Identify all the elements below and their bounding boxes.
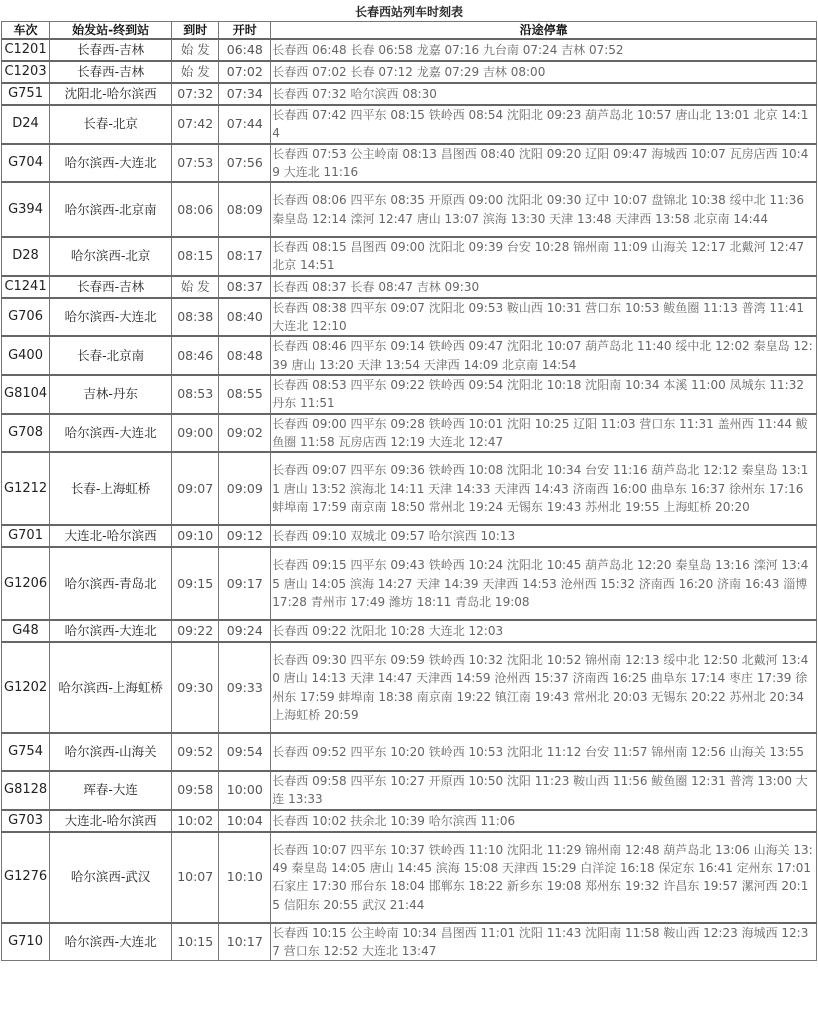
train-code: G706 xyxy=(2,298,50,337)
train-code: G8104 xyxy=(2,375,50,414)
arrive-time: 08:38 xyxy=(172,298,219,337)
arrive-time: 09:07 xyxy=(172,452,219,525)
stops: 长春西 08:15 昌图西 09:00 沈阳北 09:39 台安 10:28 锦州南 11:09 山海关 12:17 北戴河 12:47 北京 14:51 xyxy=(271,237,817,276)
depart-time: 07:44 xyxy=(219,105,271,144)
arrive-time: 始 发 xyxy=(172,39,219,61)
table-row xyxy=(2,642,817,733)
arrive-time: 09:10 xyxy=(172,525,219,547)
route: 哈尔滨西-大连北 xyxy=(50,414,172,453)
route: 哈尔滨西-大连北 xyxy=(50,144,172,183)
train-code: D24 xyxy=(2,105,50,144)
header-stops: 沿途停靠 xyxy=(271,22,817,40)
table-row xyxy=(2,276,817,298)
stops: 长春西 08:06 四平东 08:35 开原西 09:00 沈阳北 09:30 辽中 10:07 盘锦北 10:38 绥中北 11:36 秦皇岛 12:14 滦河 12:47 唐山 13:07 滨海 13:30 天津 13:48 天津西 13:58 北京南 14:44 xyxy=(271,182,817,237)
depart-time: 09:09 xyxy=(219,452,271,525)
depart-time: 08:09 xyxy=(219,182,271,237)
train-code: G754 xyxy=(2,733,50,771)
header-route: 始发站-终到站 xyxy=(50,22,172,40)
arrive-time: 08:06 xyxy=(172,182,219,237)
depart-time: 08:37 xyxy=(219,276,271,298)
stops: 长春西 09:15 四平东 09:43 铁岭西 10:24 沈阳北 10:45 葫芦岛北 12:20 秦皇岛 13:16 滦河 13:45 唐山 14:05 滨海 14:27 天津 14:39 天津西 14:53 沧州西 15:32 济南西 16:20 济南 16:43 淄博 17:28 青州市 17:49 潍坊 18:11 青岛北 19:08 xyxy=(271,547,817,620)
depart-time: 09:12 xyxy=(219,525,271,547)
header-train-code: 车次 xyxy=(2,22,50,40)
train-code: G1276 xyxy=(2,832,50,923)
stops: 长春西 07:53 公主岭南 08:13 昌图西 08:40 沈阳 09:20 辽阳 09:47 海城西 10:07 瓦房店西 10:49 大连北 11:16 xyxy=(271,144,817,183)
table-row xyxy=(2,61,817,83)
table-row xyxy=(2,733,817,771)
depart-time: 09:54 xyxy=(219,733,271,771)
table-row xyxy=(2,237,817,276)
route: 哈尔滨西-武汉 xyxy=(50,832,172,923)
arrive-time: 09:00 xyxy=(172,414,219,453)
depart-time: 07:02 xyxy=(219,61,271,83)
arrive-time: 07:53 xyxy=(172,144,219,183)
arrive-time: 07:42 xyxy=(172,105,219,144)
table-row xyxy=(2,923,817,961)
depart-time: 10:00 xyxy=(219,771,271,810)
depart-time: 07:56 xyxy=(219,144,271,183)
depart-time: 06:48 xyxy=(219,39,271,61)
table-row xyxy=(2,336,817,375)
stops: 长春西 08:38 四平东 09:07 沈阳北 09:53 鞍山西 10:31 营口东 10:53 鲅鱼圈 11:13 普湾 11:41 大连北 12:10 xyxy=(271,298,817,337)
arrive-time: 09:58 xyxy=(172,771,219,810)
depart-time: 09:02 xyxy=(219,414,271,453)
stops: 长春西 09:22 沈阳北 10:28 大连北 12:03 xyxy=(271,620,817,642)
table-row xyxy=(2,810,817,832)
train-code: G1202 xyxy=(2,642,50,733)
train-code: C1241 xyxy=(2,276,50,298)
table-row xyxy=(2,525,817,547)
depart-time: 10:17 xyxy=(219,923,271,961)
table-row xyxy=(2,105,817,144)
train-code: G751 xyxy=(2,83,50,105)
depart-time: 09:17 xyxy=(219,547,271,620)
depart-time: 09:24 xyxy=(219,620,271,642)
table-row xyxy=(2,832,817,923)
arrive-time: 08:46 xyxy=(172,336,219,375)
route: 长春西-吉林 xyxy=(50,61,172,83)
train-code: G400 xyxy=(2,336,50,375)
route: 哈尔滨西-北京 xyxy=(50,237,172,276)
table-row xyxy=(2,144,817,183)
stops: 长春西 10:02 扶余北 10:39 哈尔滨西 11:06 xyxy=(271,810,817,832)
header-arrive: 到时 xyxy=(172,22,219,40)
stops: 长春西 08:37 长春 08:47 吉林 09:30 xyxy=(271,276,817,298)
table-row xyxy=(2,547,817,620)
arrive-time: 08:53 xyxy=(172,375,219,414)
table-row xyxy=(2,771,817,810)
route: 大连北-哈尔滨西 xyxy=(50,810,172,832)
train-code: C1201 xyxy=(2,39,50,61)
route: 哈尔滨西-上海虹桥 xyxy=(50,642,172,733)
stops: 长春西 07:42 四平东 08:15 铁岭西 08:54 沈阳北 09:23 葫芦岛北 10:57 唐山北 13:01 北京 14:14 xyxy=(271,105,817,144)
arrive-time: 始 发 xyxy=(172,61,219,83)
header-row xyxy=(2,22,817,40)
route: 哈尔滨西-大连北 xyxy=(50,620,172,642)
arrive-time: 07:32 xyxy=(172,83,219,105)
train-code: G708 xyxy=(2,414,50,453)
train-code: G8128 xyxy=(2,771,50,810)
stops: 长春西 07:32 哈尔滨西 08:30 xyxy=(271,83,817,105)
depart-time: 08:17 xyxy=(219,237,271,276)
route: 长春-上海虹桥 xyxy=(50,452,172,525)
stops: 长春西 07:02 长春 07:12 龙嘉 07:29 吉林 08:00 xyxy=(271,61,817,83)
route: 长春西-吉林 xyxy=(50,276,172,298)
table-row xyxy=(2,298,817,337)
stops: 长春西 10:07 四平东 10:37 铁岭西 11:10 沈阳北 11:29 锦州南 12:48 葫芦岛北 13:06 山海关 13:49 秦皇岛 14:05 唐山 14:45 滨海 15:08 天津西 15:29 白洋淀 16:18 保定东 16:41 定州东 17:01 石家庄 17:30 邢台东 18:04 邯郸东 18:22 新乡东 19:08 郑州东 19:32 许昌东 19:57 漯河西 20:15 信阳东 20:55 武汉 21:44 xyxy=(271,832,817,923)
route: 哈尔滨西-山海关 xyxy=(50,733,172,771)
route: 吉林-丹东 xyxy=(50,375,172,414)
route: 长春西-吉林 xyxy=(50,39,172,61)
stops: 长春西 09:00 四平东 09:28 铁岭西 10:01 沈阳 10:25 辽阳 11:03 营口东 11:31 盖州西 11:44 鲅鱼圈 11:58 瓦房店西 12:19 大连北 12:47 xyxy=(271,414,817,453)
page-title: 长春西站列车时刻表 xyxy=(354,5,463,19)
stops: 长春西 08:53 四平东 09:22 铁岭西 09:54 沈阳北 10:18 沈阳南 10:34 本溪 11:00 凤城东 11:32 丹东 11:51 xyxy=(271,375,817,414)
train-code: D28 xyxy=(2,237,50,276)
arrive-time: 10:02 xyxy=(172,810,219,832)
table-row xyxy=(2,83,817,105)
depart-time: 08:40 xyxy=(219,298,271,337)
train-code: G1212 xyxy=(2,452,50,525)
stops: 长春西 10:15 公主岭南 10:34 昌图西 11:01 沈阳 11:43 沈阳南 11:58 鞍山西 12:23 海城西 12:37 营口东 12:52 大连北 13:47 xyxy=(271,923,817,961)
stops: 长春西 08:46 四平东 09:14 铁岭西 09:47 沈阳北 10:07 葫芦岛北 11:40 绥中北 12:02 秦皇岛 12:39 唐山 13:20 天津 13:54 天津西 14:09 北京南 14:54 xyxy=(271,336,817,375)
train-code: G48 xyxy=(2,620,50,642)
stops: 长春西 06:48 长春 06:58 龙嘉 07:16 九台南 07:24 吉林 07:52 xyxy=(271,39,817,61)
arrive-time: 09:22 xyxy=(172,620,219,642)
route: 哈尔滨西-青岛北 xyxy=(50,547,172,620)
table-row xyxy=(2,375,817,414)
header-depart: 开时 xyxy=(219,22,271,40)
table-row xyxy=(2,39,817,61)
table-row xyxy=(2,452,817,525)
arrive-time: 09:52 xyxy=(172,733,219,771)
route: 哈尔滨西-北京南 xyxy=(50,182,172,237)
arrive-time: 08:15 xyxy=(172,237,219,276)
depart-time: 09:33 xyxy=(219,642,271,733)
route: 长春-北京 xyxy=(50,105,172,144)
arrive-time: 10:07 xyxy=(172,832,219,923)
stops: 长春西 09:07 四平东 09:36 铁岭西 10:08 沈阳北 10:34 台安 11:16 葫芦岛北 12:12 秦皇岛 13:11 唐山 13:52 滨海北 14:11 天津 14:33 天津西 14:43 济南西 16:00 曲阜东 16:37 徐州东 17:16 蚌埠南 17:59 南京南 18:50 常州北 19:24 无锡东 19:43 苏州北 19:55 上海虹桥 20:20 xyxy=(271,452,817,525)
route: 长春-北京南 xyxy=(50,336,172,375)
table-row xyxy=(2,182,817,237)
stops: 长春西 09:52 四平东 10:20 铁岭西 10:53 沈阳北 11:12 台安 11:57 锦州南 12:56 山海关 13:55 xyxy=(271,733,817,771)
route: 大连北-哈尔滨西 xyxy=(50,525,172,547)
arrive-time: 始 发 xyxy=(172,276,219,298)
train-code: G710 xyxy=(2,923,50,961)
train-code: C1203 xyxy=(2,61,50,83)
arrive-time: 10:15 xyxy=(172,923,219,961)
train-code: G704 xyxy=(2,144,50,183)
stops: 长春西 09:30 四平东 09:59 铁岭西 10:32 沈阳北 10:52 锦州南 12:13 绥中北 12:50 北戴河 13:40 唐山 14:13 天津 14:47 天津西 14:59 沧州西 15:37 济南西 16:25 曲阜东 17:14 枣庄 17:39 徐州东 17:59 蚌埠南 18:38 南京南 19:22 镇江南 19:43 常州北 20:03 无锡东 20:22 苏州北 20:34 上海虹桥 20:59 xyxy=(271,642,817,733)
depart-time: 08:48 xyxy=(219,336,271,375)
depart-time: 08:55 xyxy=(219,375,271,414)
stops: 长春西 09:10 双城北 09:57 哈尔滨西 10:13 xyxy=(271,525,817,547)
depart-time: 10:04 xyxy=(219,810,271,832)
depart-time: 07:34 xyxy=(219,83,271,105)
timetable xyxy=(1,21,817,961)
route: 珲春-大连 xyxy=(50,771,172,810)
stops: 长春西 09:58 四平东 10:27 开原西 10:50 沈阳 11:23 鞍山西 11:56 鲅鱼圈 12:31 普湾 13:00 大连 13:33 xyxy=(271,771,817,810)
train-code: G703 xyxy=(2,810,50,832)
train-code: G701 xyxy=(2,525,50,547)
route: 哈尔滨西-大连北 xyxy=(50,923,172,961)
train-code: G1206 xyxy=(2,547,50,620)
arrive-time: 09:30 xyxy=(172,642,219,733)
route: 沈阳北-哈尔滨西 xyxy=(50,83,172,105)
depart-time: 10:10 xyxy=(219,832,271,923)
table-row xyxy=(2,620,817,642)
arrive-time: 09:15 xyxy=(172,547,219,620)
table-row xyxy=(2,414,817,453)
train-code: G394 xyxy=(2,182,50,237)
route: 哈尔滨西-大连北 xyxy=(50,298,172,337)
